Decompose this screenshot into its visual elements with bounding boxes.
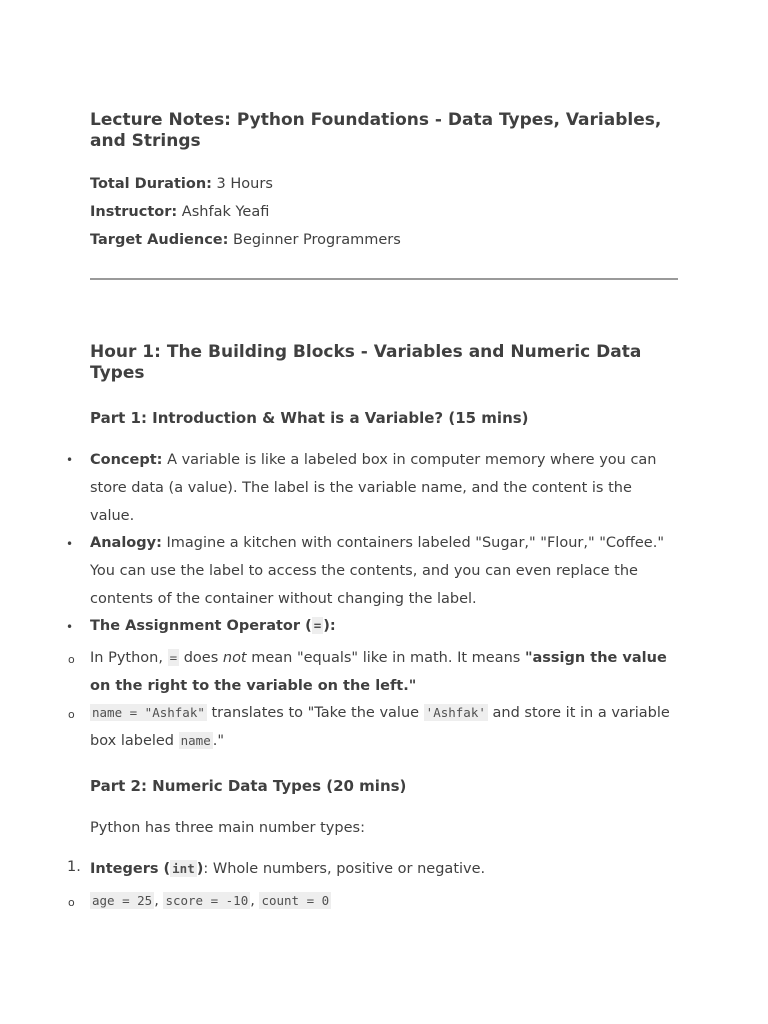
meta-instructor-label: Instructor: (90, 204, 178, 220)
concept-label: Concept: (90, 452, 163, 468)
count-code: count = 0 (261, 893, 330, 908)
horizontal-divider (90, 278, 678, 280)
integers-example: age = 25 , score = -10 , count = 0 (92, 893, 330, 909)
meta-audience-value: Beginner Programmers (228, 232, 401, 248)
circle-marker: o (68, 896, 75, 909)
meta-instructor (90, 202, 269, 222)
meta-duration-value: 3 Hours (211, 176, 273, 192)
score-code: score = -10 (165, 893, 249, 908)
concept-text: A variable is like a labeled box in computer memory where you can store data (a value). The label is the variable name, and the content is the value. (90, 452, 657, 524)
part2-intro: Python has three main number types: (90, 820, 365, 836)
part2-heading: Part 2: Numeric Data Types (20 mins) (90, 777, 407, 795)
meta-duration-label: Total Duration: (90, 176, 212, 192)
integers-item: Integers ( int ): Whole numbers, positive or negative. (90, 861, 486, 877)
name-code: name (180, 733, 211, 748)
analogy-item (90, 529, 670, 613)
meta-instructor-value: Ashfak Yeafi (177, 204, 270, 220)
bullet-marker: • (66, 537, 74, 551)
age-code: age = 25 (92, 893, 153, 908)
assignment-item (90, 612, 670, 640)
bullet-marker: • (66, 620, 74, 634)
bullet-marker: • (66, 453, 74, 467)
meta-duration (90, 174, 273, 194)
assignment-subitem-1: In Python, = does not mean "equals" like in math. It means "assign the value on the right to the variable on the left." (90, 650, 667, 694)
concept-item (90, 446, 670, 530)
page-title: Lecture Notes: Python Foundations - Data Types, Variables, and Strings (90, 110, 662, 151)
circle-marker: o (68, 708, 75, 721)
integers-label: Integers ( int ) (90, 861, 204, 877)
hour1-heading: Hour 1: The Building Blocks - Variables and Numeric Data Types (90, 342, 642, 383)
assignment-label: The Assignment Operator ( = ): (90, 618, 336, 634)
analogy-label: Analogy: (90, 535, 162, 551)
meta-audience-label: Target Audience: (90, 232, 229, 248)
value-code: 'Ashfak' (425, 705, 486, 720)
list-number: 1. (67, 859, 81, 875)
part1-heading: Part 1: Introduction & What is a Variable? (15 mins) (90, 409, 529, 427)
equals-code: = (169, 650, 178, 665)
assignment-code: = (313, 618, 322, 633)
assign-meaning: "assign the value on the right to the variable on the left." (90, 650, 667, 694)
example-code: name = "Ashfak" (92, 705, 205, 720)
circle-marker: o (68, 653, 75, 666)
analogy-text: Imagine a kitchen with containers labeled "Sugar," "Flour," "Coffee." You can use the label to access the contents, and you can even replace the contents of the container without changing the label. (90, 535, 665, 607)
meta-audience (90, 230, 401, 250)
assignment-subitem-2: name = "Ashfak" translates to "Take the value 'Ashfak' and store it in a variable box labeled name ." (90, 705, 670, 749)
int-code: int (172, 861, 195, 876)
